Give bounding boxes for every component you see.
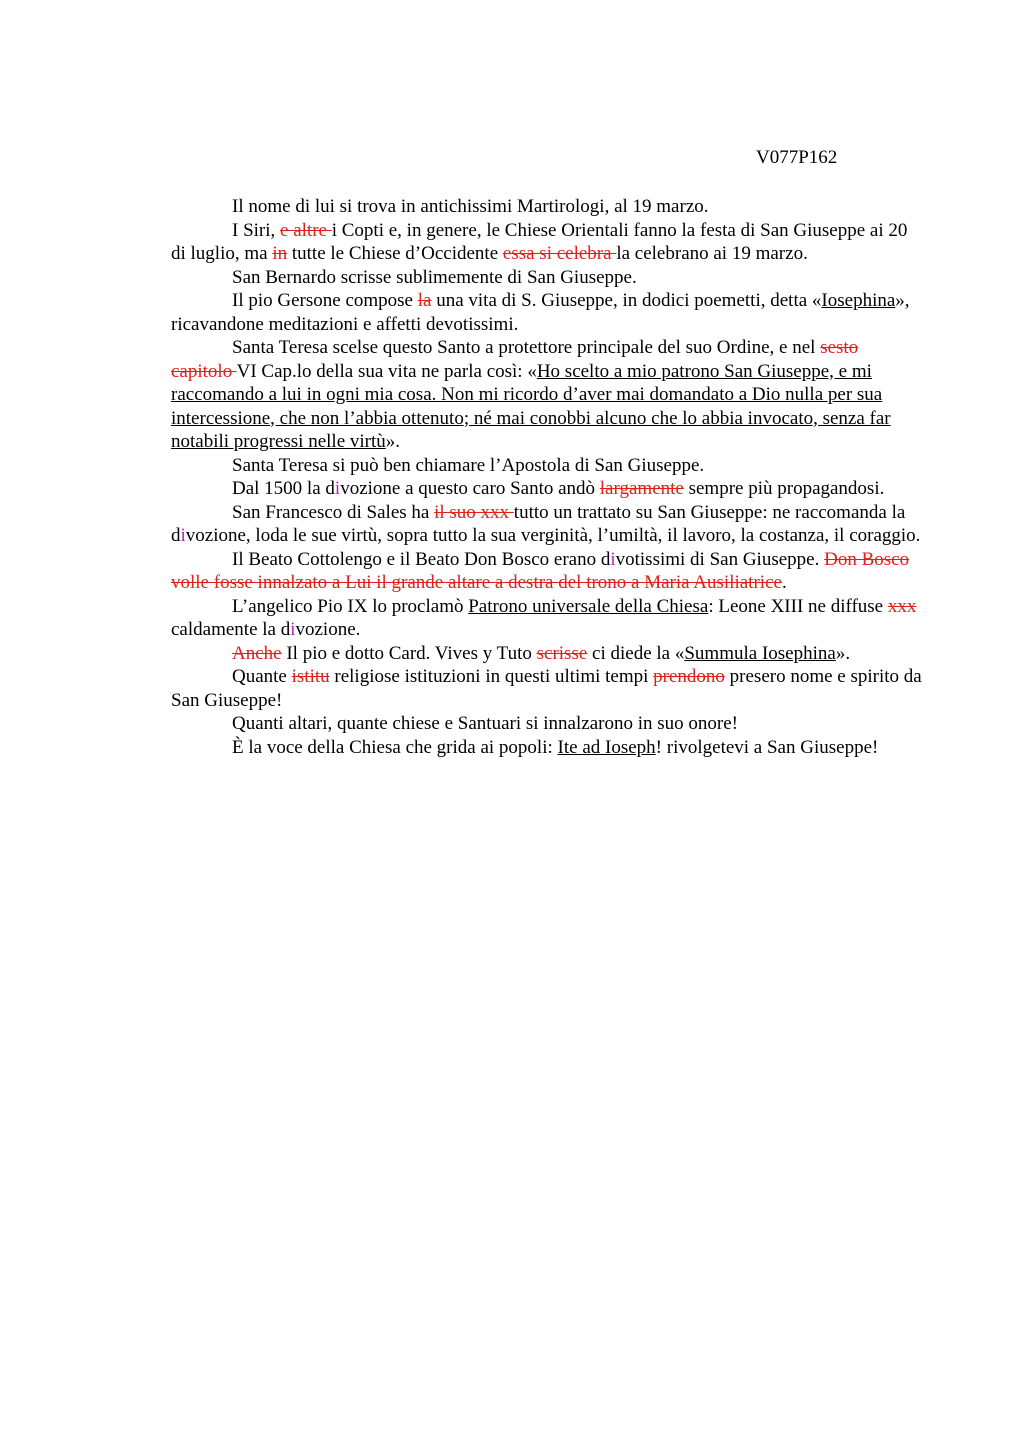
text-run: votissimi di San Giuseppe. [615, 548, 825, 570]
text-run: tutto un trattato su San Giuseppe: ne raccomanda la d [171, 501, 906, 546]
underlined-text: Ho scelto a mio patrono San Giuseppe, e mi raccomando a lui in ogni mia cosa. Non mi ricordo d’aver mai domandato a Dio nulla per sua intercessione, che non l’abbia ottenuto; né mai conobbi alcuno che lo abbia invocato, senza far notabili progressi nelle virtù [171, 360, 891, 452]
text-run: Il pio e dotto Card. Vives y Tuto [281, 642, 537, 664]
paragraph [171, 712, 923, 736]
paragraph [171, 477, 923, 501]
paragraph [171, 642, 923, 666]
text-run: presero nome e spirito da San Giuseppe! [171, 666, 922, 711]
inserted-text: i [290, 619, 296, 640]
text-run: religiose istituzioni in questi ultimi tempi [329, 666, 654, 687]
paragraph [171, 595, 923, 642]
text-run: . [781, 572, 787, 593]
deleted-text: Anche [232, 642, 282, 664]
paragraph [171, 289, 923, 336]
text-run: Dal 1500 la d [232, 478, 335, 499]
document-code: V077P162 [756, 147, 838, 168]
text-run: Santa Teresa si può ben chiamare l’Apostola di San Giuseppe. [232, 454, 705, 476]
paragraph [171, 665, 923, 712]
text-run: VI Cap.lo della sua vita ne parla così: « [236, 360, 537, 382]
text-run: la celebrano ai 19 marzo. [616, 243, 808, 264]
text-run: i Copti e, in genere, le Chiese Orientali fanno la festa di San Giuseppe ai 20 di luglio, ma [171, 219, 908, 264]
text-run: una vita di S. Giuseppe, in dodici poemetti, detta « [431, 290, 822, 311]
text-run: ! rivolgetevi a San Giuseppe! [655, 736, 879, 758]
deleted-text: prendono [653, 666, 725, 687]
deleted-text: sesto capitolo [171, 337, 859, 382]
paragraph [171, 736, 923, 760]
deleted-text: Don Bosco volle fosse innalzato a Lui il grande altare a destra del trono a Maria Ausiliatrice [171, 548, 910, 593]
text-run: », ricavandone meditazioni e affetti devotissimi. [171, 290, 910, 335]
text-run: Santa Teresa scelse questo Santo a protettore principale del suo Ordine, e nel [232, 337, 821, 358]
text-run: vozione a questo caro Santo andò [340, 478, 600, 499]
inserted-text: i [334, 478, 341, 499]
text-run: ci diede la « [587, 642, 685, 664]
deleted-text: largamente [599, 478, 684, 499]
text-run: caldamente la d [171, 619, 291, 640]
paragraph [171, 548, 923, 595]
text-run: : Leone XIII ne diffuse [708, 595, 888, 617]
text-run: Il Beato Cottolengo e il Beato Don Bosco erano d [232, 548, 611, 570]
underlined-text: Iosephina [821, 290, 896, 311]
underlined-text: Patrono universale della Chiesa [468, 595, 709, 617]
paragraph [171, 195, 923, 219]
document-body [171, 195, 923, 759]
inserted-text: i [610, 548, 616, 570]
text-run: Quante [232, 666, 292, 687]
deleted-text: in [272, 243, 288, 264]
paragraph [171, 501, 923, 548]
inserted-text: i [180, 525, 186, 546]
text-run: tutte le Chiese d’Occidente [287, 243, 503, 264]
paragraph [171, 266, 923, 290]
deleted-text: istitu [291, 666, 330, 687]
paragraph [171, 336, 923, 454]
deleted-text: xxx [887, 595, 917, 617]
underlined-text: Summula Iosephina [684, 642, 836, 664]
text-run: È la voce della Chiesa che grida ai popoli: [232, 736, 558, 758]
paragraph [171, 219, 923, 266]
deleted-text: scrisse [536, 642, 588, 664]
text-run: I Siri, [232, 219, 281, 241]
text-run: ». [385, 431, 401, 452]
text-run: Il pio Gersone compose [232, 290, 418, 311]
deleted-text: essa si celebra [502, 243, 617, 264]
underlined-text: Ite ad Ioseph [557, 736, 656, 758]
text-run: vozione, loda le sue virtù, sopra tutto la sua verginità, l’umiltà, il lavoro, la costanza, il coraggio. [185, 525, 921, 546]
deleted-text: la [417, 290, 432, 311]
deleted-text: il suo xxx [434, 501, 514, 523]
text-run: San Bernardo scrisse sublimemente di San Giuseppe. [232, 266, 637, 288]
text-run: vozione. [295, 619, 361, 640]
text-run: ». [835, 642, 851, 664]
text-run: Il nome di lui si trova in antichissimi Martirologi, al 19 marzo. [232, 196, 709, 217]
deleted-text: e altre [280, 219, 332, 241]
paragraph [171, 454, 923, 478]
text-run: sempre più propagandosi. [683, 478, 885, 499]
text-run: L’angelico Pio IX lo proclamò [232, 595, 469, 617]
text-run: San Francesco di Sales ha [232, 501, 435, 523]
text-run: Quanti altari, quante chiese e Santuari si innalzarono in suo onore! [232, 713, 738, 734]
